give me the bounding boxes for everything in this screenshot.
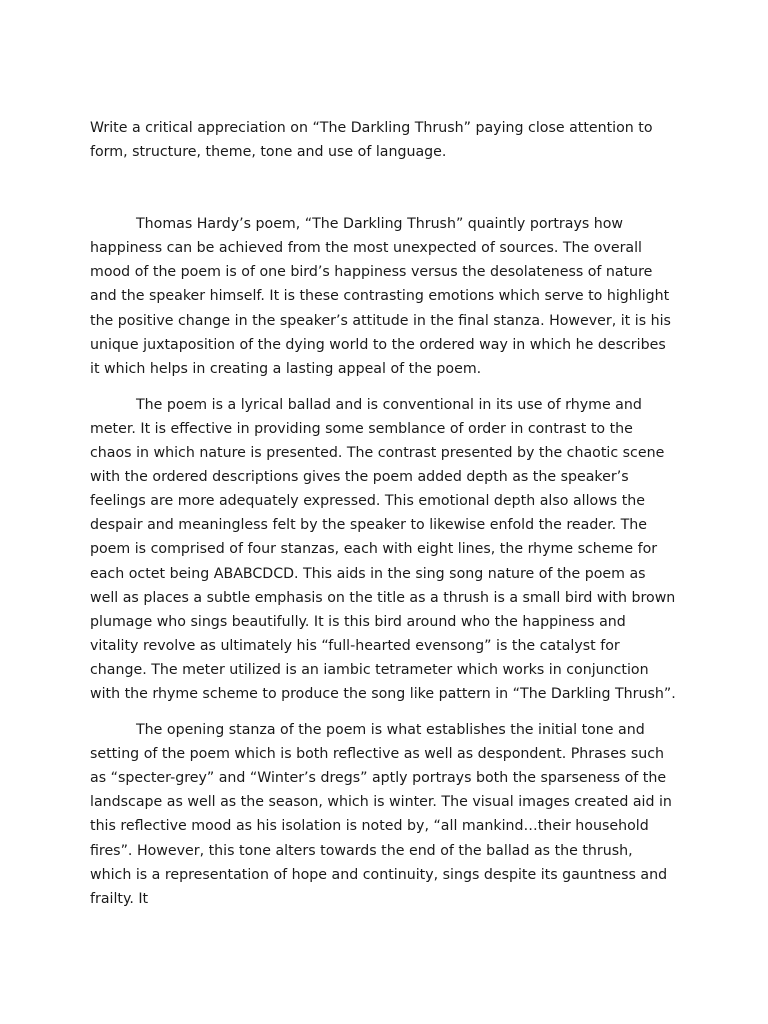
spacer (90, 381, 678, 393)
spacer (90, 164, 678, 212)
essay-prompt: Write a critical appreciation on “The Darkling Thrush” paying close attention to form, structure, theme, tone and use of language. (90, 120, 653, 161)
document-body (90, 116, 678, 911)
paragraph-1: Thomas Hardy’s poem, “The Darkling Thrush” quaintly portrays how happiness can be achieved from the most unexpected of sources. The overall mood of the poem is of one bird’s happiness versus the desolateness of nature and the speaker himself. It is these contrasting emotions which serve to highlight the positive change in the speaker’s attitude in the final stanza. However, it is his unique juxtaposition of the dying world to the ordered way in which he describes it which helps in creating a lasting appeal of the poem. (90, 216, 671, 377)
paragraph-2: The poem is a lyrical ballad and is conventional in its use of rhyme and meter. It is effective in providing some semblance of order in contrast to the chaos in which nature is presented. The contrast presented by the chaotic scene with the ordered descriptions gives the poem added depth as the speaker’s feelings are more adequately expressed. This emotional depth also allows the despair and meaningless felt by the speaker to likewise enfold the reader. The poem is comprised of four stanzas, each with eight lines, the rhyme scheme for each octet being ABABCDCD. This aids in the sing song nature of the poem as well as places a subtle emphasis on the title as a thrush is a small bird with brown plumage who sings beautifully. It is this bird around who the happiness and vitality revolve as ultimately his “full-hearted evensong” is the catalyst for change. The meter utilized is an iambic tetrameter which works in conjunction with the rhyme scheme to produce the song like pattern in “The Darkling Thrush”. (90, 396, 676, 702)
paragraph-3: The opening stanza of the poem is what establishes the initial tone and setting of the poem which is both reflective as well as despondent. Phrases such as “specter-grey” and “Winter’s dregs” aptly portrays both the sparseness of the landscape as well as the season, which is winter. The visual images created aid in this reflective mood as his isolation is noted by, “all mankind…their household fires”. However, this tone alters towards the end of the ballad as the thrush, which is a representation of hope and continuity, sings despite its gauntness and frailty. It (90, 722, 672, 907)
spacer (90, 706, 678, 718)
